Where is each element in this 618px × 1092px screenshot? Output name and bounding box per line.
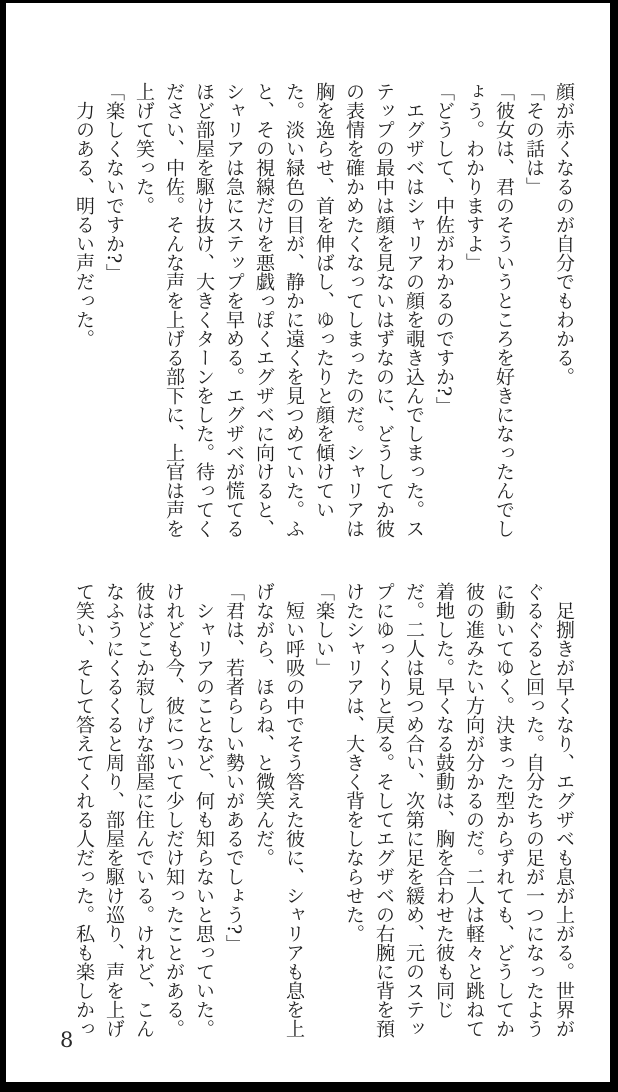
paragraph: 「楽しくないですか?」 bbox=[103, 82, 125, 283]
paragraph: 顔が赤くなるのが自分でもわかる。 bbox=[553, 82, 575, 386]
text-block-bottom bbox=[69, 582, 579, 1040]
paragraph: 「どうして、中佐がわかるのですか?」 bbox=[433, 82, 455, 416]
text-block-top bbox=[69, 82, 579, 540]
paragraph: 力のある、明るい声だった。 bbox=[73, 101, 95, 348]
book-page bbox=[6, 3, 610, 1082]
paragraph: 「君は、若者らしい勢いがあるでしょう?」 bbox=[223, 582, 245, 954]
paragraph: 「その話は」 bbox=[523, 82, 545, 196]
paragraph: シャリアのことなど、何も知らないと思っていた。けれども今、彼について少しだけ知ったことがある。彼はどこか寂しげな部屋に住んでいる。けれど、こんなふうにくるくると周り、部屋を駆け巡り、声を上げて笑い、そして答えてくれる人だった。私も楽しかっ bbox=[73, 582, 215, 1038]
paragraph: 「楽しい」 bbox=[313, 582, 335, 677]
paragraph: 「彼女は、君のそういうところを好きになったんでしょう。わかりますよ」 bbox=[463, 82, 515, 538]
page-number: 8 bbox=[60, 1028, 74, 1052]
paragraph: エグザベはシャリアの顔を覗き込んでしまった。ステップの最中は顔を見ないはずなのに、どうしてか彼の表情を確かめたくなってしまったのだ。シャリアは胸を逸らせ、首を伸ばし、ゆったりと顔を傾けていた。淡い緑色の目が、静かに遠くを見つめていた。ふと、その視線だけを悪戯っぽくエグザベに向けると、シャリアは急にステップを早める。エグザベが慌てるほど部屋を駆け抜け、大きくターンをした。待ってください、中佐。そんな声を上げる部下に、上官は声を上げて笑った。 bbox=[133, 82, 425, 538]
paragraph: 短い呼吸の中でそう答えた彼に、シャリアも息を上げながら、ほらね、と微笑んだ。 bbox=[253, 582, 305, 1038]
paragraph: 足捌きが早くなり、エグザベも息が上がる。世界がぐるぐると回った。自分たちの足が一つになったように動いてゆく。決まった型からずれても、どうしてか彼の進みたい方向が分かるのだ。二人は軽々と跳ねて着地した。早くなる鼓動は、胸を合わせた彼も同じだ。二人は見つめ合い、次第に足を緩め、元のステップにゆっくりと戻る。そしてエグザベの右腕に背を預けたシャリアは、大きく背をしならせた。 bbox=[343, 582, 575, 1038]
